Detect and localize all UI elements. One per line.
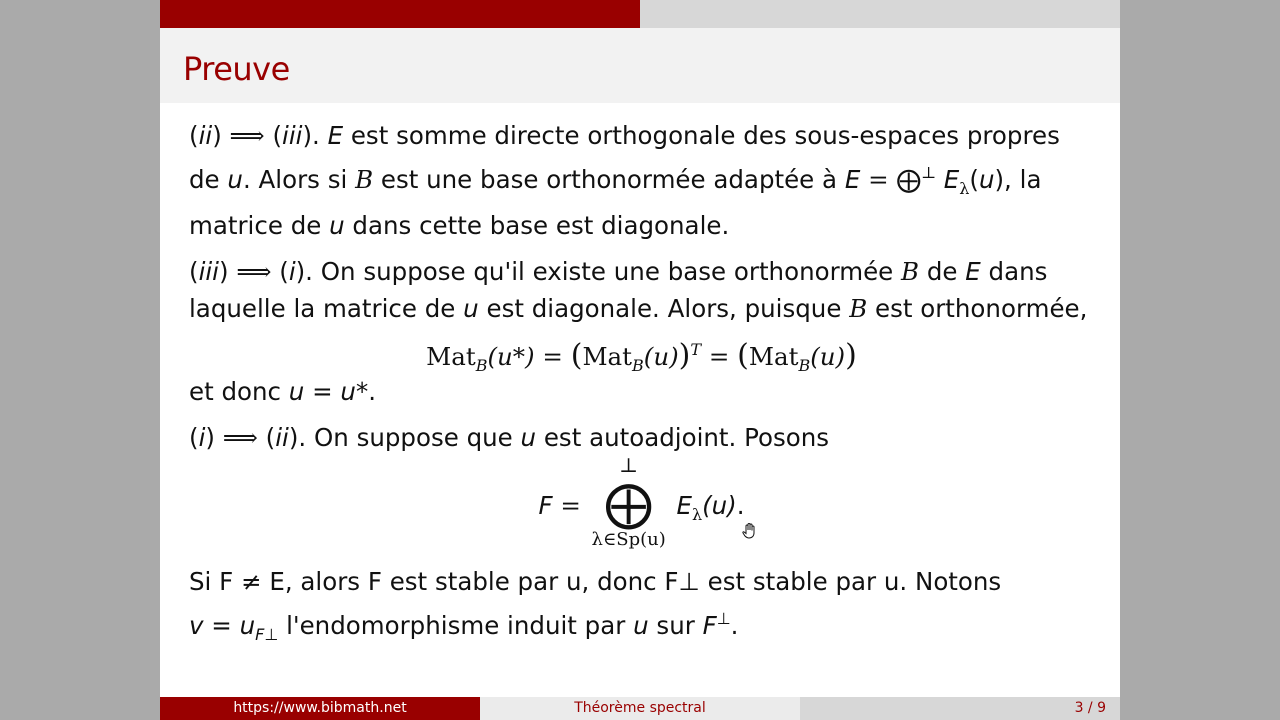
progress-bar-fill [160, 0, 640, 28]
text-line: laquelle la matrice de u est diagonale. Alors, puisque B est orthonormée, [189, 294, 1088, 323]
proof-step-i-ii [189, 419, 1094, 556]
text-line: matrice de u dans cette base est diagonale. [189, 211, 730, 240]
text-line: Si F ≠ E, alors F est stable par u, donc F⊥ est stable par u. Notons [189, 567, 1002, 596]
footer-title: Théorème spectral [480, 697, 800, 720]
proof-step-ii-iii [189, 117, 1094, 244]
text-line: de u. Alors si B est une base orthonormée adaptée à E = ⨁⊥ $E_\lambda(u)$, la [189, 163, 1042, 198]
text-line: (i) ⟹ (ii). On suppose que u est autoadjoint. Posons [189, 423, 830, 452]
text-line: $v = u_{F\perp}$ l'endomorphisme induit par u sur F⊥. [189, 609, 739, 644]
slide-footer [160, 697, 1120, 720]
proof-step-iii-i [189, 253, 1094, 410]
frame-title: Preuve [183, 50, 290, 88]
footer-page-number: 3 / 9 [800, 697, 1120, 720]
footer-url: https://www.bibmath.net [160, 697, 480, 720]
text-line: (ii) ⟹ (iii). E est somme directe orthogonale des sous-espaces propres [189, 121, 1060, 150]
text-line: et donc u = u*. [189, 377, 377, 406]
hand-grab-icon [740, 521, 760, 541]
equation-mat-transpose: $Mat_B(u*) = (Mat_B(u))^T = (Mat_B(u))$ [426, 338, 857, 375]
direct-sum-operator: ⊥ ⨁ λ∈Sp(u) [591, 453, 666, 550]
slide-content [189, 117, 1094, 662]
progress-bar [160, 0, 1120, 28]
slide [160, 0, 1120, 720]
equation-F-definition: F = ⊥ ⨁ λ∈Sp(u) $E_\lambda(u)$. [189, 456, 1094, 556]
proof-conclusion [189, 563, 1094, 653]
text-line: (iii) ⟹ (i). On suppose qu'il existe une base orthonormée B de E dans [189, 257, 1048, 286]
frame-title-bar [160, 28, 1120, 103]
